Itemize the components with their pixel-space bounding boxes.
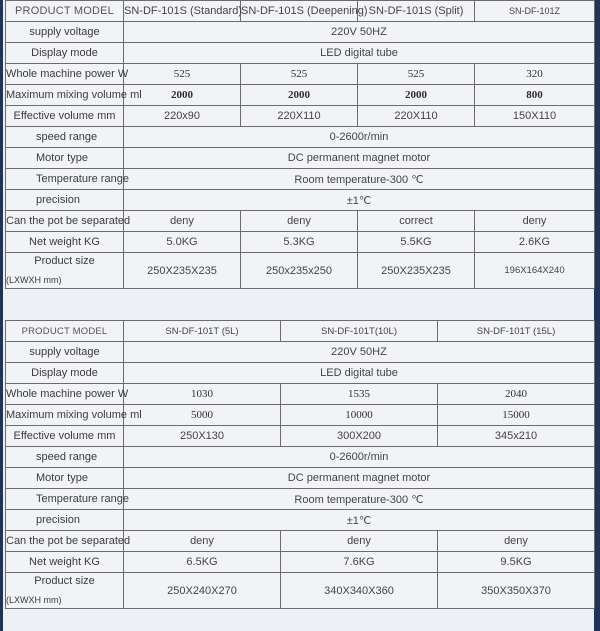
- row-label: Maximum mixing volume ml: [6, 405, 124, 426]
- row-value: correct: [358, 211, 475, 232]
- row-value: 350X350X370: [438, 573, 595, 609]
- model-name: SN-DF-101S (Split): [358, 1, 475, 22]
- row-value: deny: [281, 531, 438, 552]
- row-label: Can the pot be separated: [6, 211, 124, 232]
- row-value: 250X235X235: [124, 253, 241, 289]
- product-size-unit: (LXWXH mm): [6, 595, 62, 605]
- model-name: SN-DF-101Z: [475, 1, 595, 22]
- row-value: 300X200: [281, 426, 438, 447]
- header-label: PRODUCT MODEL: [6, 1, 124, 22]
- row-value: Room temperature-300 ℃: [124, 489, 595, 510]
- spec-table-101t-series: [5, 320, 595, 609]
- row-value: Room temperature-300 ℃: [124, 169, 595, 190]
- product-size-label: Product size: [34, 255, 95, 267]
- row-value: ±1℃: [124, 190, 595, 211]
- row-label: Effective volume mm: [6, 426, 124, 447]
- row-value: 5.3KG: [241, 232, 358, 253]
- table-row-speed-range: [6, 447, 595, 468]
- table-row-precision: [6, 190, 595, 211]
- row-value: 525: [358, 64, 475, 85]
- row-value: 150X110: [475, 106, 595, 127]
- row-value: 7.6KG: [281, 552, 438, 573]
- row-label: precision: [6, 510, 124, 531]
- table-row-net-weight: [6, 552, 595, 573]
- row-value: 6.5KG: [124, 552, 281, 573]
- row-value: 220X110: [241, 106, 358, 127]
- row-value: 220V 50HZ: [124, 22, 595, 43]
- row-value: 15000: [438, 405, 595, 426]
- table-row-display-mode: [6, 43, 595, 64]
- table-row-supply-voltage: [6, 342, 595, 363]
- row-label: Whole machine power W: [6, 64, 124, 85]
- table-row-temperature-range: [6, 489, 595, 510]
- row-value: DC permanent magnet motor: [124, 148, 595, 169]
- row-value: 0-2600r/min: [124, 127, 595, 148]
- row-value: 340X340X360: [281, 573, 438, 609]
- row-value: 525: [124, 64, 241, 85]
- row-label: [6, 573, 124, 609]
- table-row-display-mode: [6, 363, 595, 384]
- row-value: 220x90: [124, 106, 241, 127]
- table-row-power: [6, 384, 595, 405]
- row-label: Motor type: [6, 148, 124, 169]
- table-row-product-size: [6, 573, 595, 609]
- row-value: deny: [475, 211, 595, 232]
- row-label: supply voltage: [6, 342, 124, 363]
- table-row-model: [6, 1, 595, 22]
- table-row-motor-type: [6, 468, 595, 489]
- row-label: Display mode: [6, 363, 124, 384]
- row-value: 220V 50HZ: [124, 342, 595, 363]
- row-label: Temperature range: [6, 489, 124, 510]
- row-label: Net weight KG: [6, 552, 124, 573]
- row-value: 2000: [124, 85, 241, 106]
- row-value: LED digital tube: [124, 43, 595, 64]
- row-value: 196X164X240: [475, 253, 595, 289]
- table-row-product-size: [6, 253, 595, 289]
- row-value: 5.5KG: [358, 232, 475, 253]
- row-value: deny: [124, 531, 281, 552]
- row-value: 345x210: [438, 426, 595, 447]
- row-value: DC permanent magnet motor: [124, 468, 595, 489]
- row-value: 2.6KG: [475, 232, 595, 253]
- row-value: deny: [124, 211, 241, 232]
- row-label: Net weight KG: [6, 232, 124, 253]
- left-edge-bar: [0, 0, 3, 631]
- model-name: SN-DF-101T(10L): [281, 321, 438, 342]
- table-row-motor-type: [6, 148, 595, 169]
- row-value: 10000: [281, 405, 438, 426]
- row-value: 5000: [124, 405, 281, 426]
- row-label: Display mode: [6, 43, 124, 64]
- row-label: Maximum mixing volume ml: [6, 85, 124, 106]
- table-row-max-volume: [6, 85, 595, 106]
- row-label: Motor type: [6, 468, 124, 489]
- row-value: 0-2600r/min: [124, 447, 595, 468]
- product-size-label: Product size: [34, 575, 95, 587]
- row-value: 2040: [438, 384, 595, 405]
- row-label: speed range: [6, 127, 124, 148]
- row-value: 5.0KG: [124, 232, 241, 253]
- row-value: 2000: [241, 85, 358, 106]
- row-value: 1030: [124, 384, 281, 405]
- row-value: 220X110: [358, 106, 475, 127]
- row-value: deny: [438, 531, 595, 552]
- table-row-speed-range: [6, 127, 595, 148]
- row-value: deny: [241, 211, 358, 232]
- table-row-effective-volume: [6, 426, 595, 447]
- header-label: PRODUCT MODEL: [6, 321, 124, 342]
- table-row-supply-voltage: [6, 22, 595, 43]
- table-row-pot-separated: [6, 531, 595, 552]
- model-name: SN-DF-101T (5L): [124, 321, 281, 342]
- table-row-pot-separated: [6, 211, 595, 232]
- row-value: 2000: [358, 85, 475, 106]
- row-label: Temperature range: [6, 169, 124, 190]
- row-value: 250X130: [124, 426, 281, 447]
- row-label: Effective volume mm: [6, 106, 124, 127]
- row-value: 320: [475, 64, 595, 85]
- table-row-max-volume: [6, 405, 595, 426]
- row-value: LED digital tube: [124, 363, 595, 384]
- row-value: ±1℃: [124, 510, 595, 531]
- row-value: 250X240X270: [124, 573, 281, 609]
- row-label: [6, 253, 124, 289]
- table-row-model: [6, 321, 595, 342]
- row-value: 250X235X235: [358, 253, 475, 289]
- spec-table-101s-series: [5, 0, 595, 289]
- table-row-net-weight: [6, 232, 595, 253]
- row-value: 9.5KG: [438, 552, 595, 573]
- product-size-unit: (LXWXH mm): [6, 275, 62, 285]
- row-value: 800: [475, 85, 595, 106]
- row-label: precision: [6, 190, 124, 211]
- row-label: Whole machine power W: [6, 384, 124, 405]
- row-label: Can the pot be separated: [6, 531, 124, 552]
- row-label: speed range: [6, 447, 124, 468]
- model-name: SN-DF-101S (Standard): [124, 1, 241, 22]
- table-row-temperature-range: [6, 169, 595, 190]
- row-label: supply voltage: [6, 22, 124, 43]
- table-row-effective-volume: [6, 106, 595, 127]
- row-value: 1535: [281, 384, 438, 405]
- row-value: 250x235x250: [241, 253, 358, 289]
- table-row-power: [6, 64, 595, 85]
- model-name: SN-DF-101S (Deepening): [241, 1, 358, 22]
- table-row-precision: [6, 510, 595, 531]
- model-name: SN-DF-101T (15L): [438, 321, 595, 342]
- row-value: 525: [241, 64, 358, 85]
